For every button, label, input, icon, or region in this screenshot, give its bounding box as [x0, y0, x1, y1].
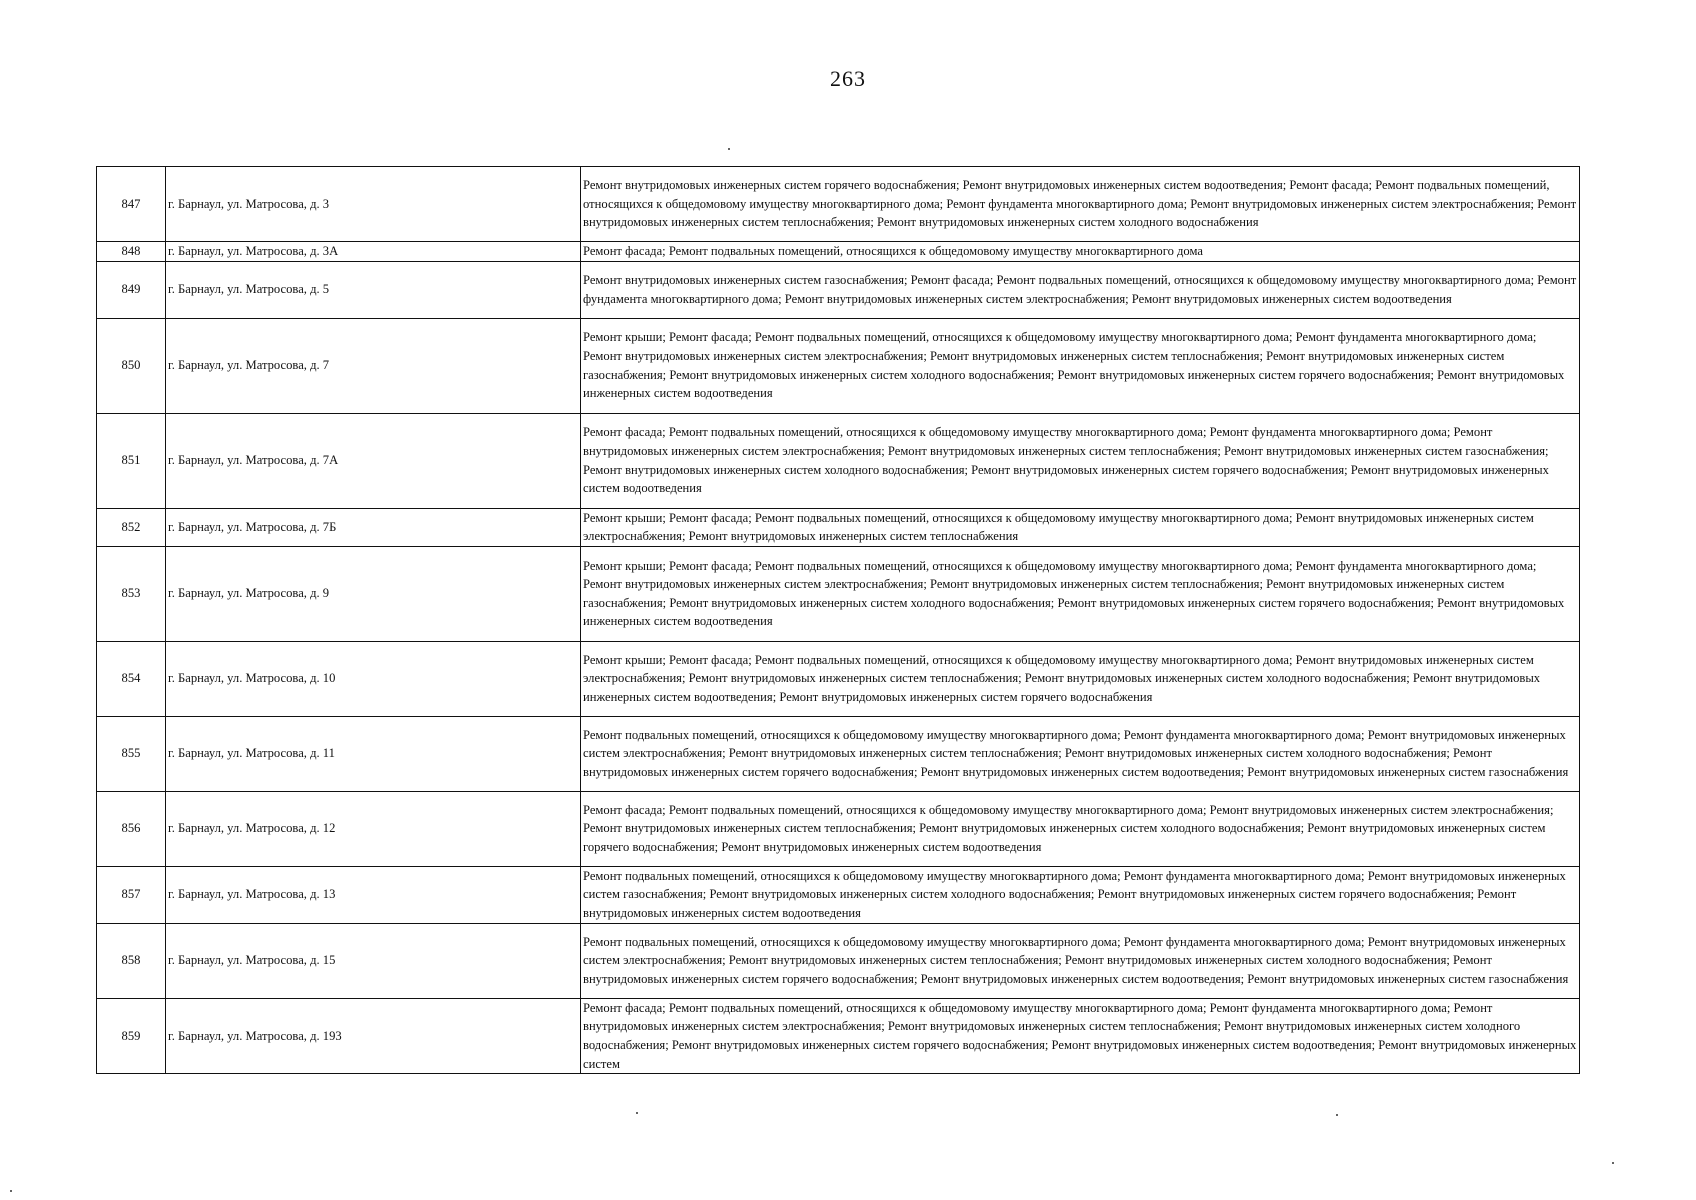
row-address: г. Барнаул, ул. Матросова, д. 7А — [166, 413, 581, 508]
row-works: Ремонт крыши; Ремонт фасада; Ремонт подвальных помещений, относящихся к общедомовому имуществу многоквартирного дома; Ремонт внутридомовых инженерных систем электроснабжения; Ремонт внутридомовых инженерных систем теплоснабжения — [581, 508, 1580, 546]
row-number: 855 — [97, 716, 166, 791]
table-row — [97, 242, 1580, 262]
register-body — [97, 167, 1580, 1074]
row-address: г. Барнаул, ул. Матросова, д. 12 — [166, 791, 581, 866]
row-number: 848 — [97, 242, 166, 262]
row-address: г. Барнаул, ул. Матросова, д. 7 — [166, 318, 581, 413]
row-number: 853 — [97, 546, 166, 641]
table-row — [97, 318, 1580, 413]
scan-speck — [728, 148, 730, 150]
row-number: 849 — [97, 261, 166, 318]
table-row — [97, 261, 1580, 318]
page-number: 263 — [830, 66, 866, 91]
row-address: г. Барнаул, ул. Матросова, д. 13 — [166, 866, 581, 923]
table-row — [97, 641, 1580, 716]
row-number: 851 — [97, 413, 166, 508]
scan-speck — [636, 1112, 638, 1114]
row-number: 857 — [97, 866, 166, 923]
row-number: 859 — [97, 998, 166, 1073]
scan-speck — [10, 1190, 12, 1192]
row-address: г. Барнаул, ул. Матросова, д. 10 — [166, 641, 581, 716]
row-works: Ремонт фасада; Ремонт подвальных помещений, относящихся к общедомовому имуществу многоквартирного дома — [581, 242, 1580, 262]
table-row — [97, 167, 1580, 242]
row-address: г. Барнаул, ул. Матросова, д. 193 — [166, 998, 581, 1073]
row-number: 852 — [97, 508, 166, 546]
row-address: г. Барнаул, ул. Матросова, д. 3 — [166, 167, 581, 242]
row-number: 854 — [97, 641, 166, 716]
scan-speck — [1336, 1114, 1338, 1116]
row-number: 858 — [97, 923, 166, 998]
row-address: г. Барнаул, ул. Матросова, д. 3А — [166, 242, 581, 262]
row-address: г. Барнаул, ул. Матросова, д. 9 — [166, 546, 581, 641]
table-row — [97, 413, 1580, 508]
row-number: 847 — [97, 167, 166, 242]
table-row — [97, 791, 1580, 866]
row-works: Ремонт фасада; Ремонт подвальных помещений, относящихся к общедомовому имуществу многоквартирного дома; Ремонт внутридомовых инженерных систем электроснабжения; Ремонт внутридомовых инженерных систем теплоснабжения; Ремонт внутридомовых инженерных систем холодного водоснабжения; Ремонт внутридомовых инженерных систем горячего водоснабжения; Ремонт внутридомовых инженерных систем водоотведения — [581, 791, 1580, 866]
row-address: г. Барнаул, ул. Матросова, д. 15 — [166, 923, 581, 998]
row-works: Ремонт внутридомовых инженерных систем горячего водоснабжения; Ремонт внутридомовых инженерных систем водоотведения; Ремонт фасада; Ремонт подвальных помещений, относящихся к общедомовому имуществу многоквартирного дома; Ремонт фундамента многоквартирного дома; Ремонт внутридомовых инженерных систем электроснабжения; Ремонт внутридомовых инженерных систем теплоснабжения; Ремонт внутридомовых инженерных систем холодного водоснабжения — [581, 167, 1580, 242]
row-address: г. Барнаул, ул. Матросова, д. 7Б — [166, 508, 581, 546]
row-works: Ремонт фасада; Ремонт подвальных помещений, относящихся к общедомовому имуществу многоквартирного дома; Ремонт фундамента многоквартирного дома; Ремонт внутридомовых инженерных систем электроснабжения; Ремонт внутридомовых инженерных систем теплоснабжения; Ремонт внутридомовых инженерных систем газоснабжения; Ремонт внутридомовых инженерных систем холодного водоснабжения; Ремонт внутридомовых инженерных систем горячего водоснабжения; Ремонт внутридомовых инженерных систем водоотведения — [581, 413, 1580, 508]
row-works: Ремонт подвальных помещений, относящихся к общедомовому имуществу многоквартирного дома; Ремонт фундамента многоквартирного дома; Ремонт внутридомовых инженерных систем электроснабжения; Ремонт внутридомовых инженерных систем теплоснабжения; Ремонт внутридомовых инженерных систем холодного водоснабжения; Ремонт внутридомовых инженерных систем горячего водоснабжения; Ремонт внутридомовых инженерных систем водоотведения; Ремонт внутридомовых инженерных систем газоснабжения — [581, 716, 1580, 791]
table-row — [97, 998, 1580, 1073]
row-works: Ремонт крыши; Ремонт фасада; Ремонт подвальных помещений, относящихся к общедомовому имуществу многоквартирного дома; Ремонт фундамента многоквартирного дома; Ремонт внутридомовых инженерных систем электроснабжения; Ремонт внутридомовых инженерных систем теплоснабжения; Ремонт внутридомовых инженерных систем газоснабжения; Ремонт внутридомовых инженерных систем холодного водоснабжения; Ремонт внутридомовых инженерных систем горячего водоснабжения; Ремонт внутридомовых инженерных систем водоотведения — [581, 318, 1580, 413]
row-address: г. Барнаул, ул. Матросова, д. 5 — [166, 261, 581, 318]
row-works: Ремонт фасада; Ремонт подвальных помещений, относящихся к общедомовому имуществу многоквартирного дома; Ремонт фундамента многоквартирного дома; Ремонт внутридомовых инженерных систем электроснабжения; Ремонт внутридомовых инженерных систем теплоснабжения; Ремонт внутридомовых инженерных систем холодного водоснабжения; Ремонт внутридомовых инженерных систем горячего водоснабжения; Ремонт внутридомовых инженерных систем водоотведения; Ремонт внутридомовых инженерных систем — [581, 998, 1580, 1073]
row-address: г. Барнаул, ул. Матросова, д. 11 — [166, 716, 581, 791]
row-works: Ремонт крыши; Ремонт фасада; Ремонт подвальных помещений, относящихся к общедомовому имуществу многоквартирного дома; Ремонт фундамента многоквартирного дома; Ремонт внутридомовых инженерных систем электроснабжения; Ремонт внутридомовых инженерных систем теплоснабжения; Ремонт внутридомовых инженерных систем газоснабжения; Ремонт внутридомовых инженерных систем холодного водоснабжения; Ремонт внутридомовых инженерных систем горячего водоснабжения; Ремонт внутридомовых инженерных систем водоотведения — [581, 546, 1580, 641]
row-works: Ремонт крыши; Ремонт фасада; Ремонт подвальных помещений, относящихся к общедомовому имуществу многоквартирного дома; Ремонт внутридомовых инженерных систем электроснабжения; Ремонт внутридомовых инженерных систем теплоснабжения; Ремонт внутридомовых инженерных систем холодного водоснабжения; Ремонт внутридомовых инженерных систем водоотведения; Ремонт внутридомовых инженерных систем горячего водоснабжения — [581, 641, 1580, 716]
table-row — [97, 866, 1580, 923]
repair-register-table — [96, 166, 1580, 1074]
row-number: 850 — [97, 318, 166, 413]
row-works: Ремонт подвальных помещений, относящихся к общедомовому имуществу многоквартирного дома; Ремонт фундамента многоквартирного дома; Ремонт внутридомовых инженерных систем электроснабжения; Ремонт внутридомовых инженерных систем теплоснабжения; Ремонт внутридомовых инженерных систем холодного водоснабжения; Ремонт внутридомовых инженерных систем горячего водоснабжения; Ремонт внутридомовых инженерных систем водоотведения; Ремонт внутридомовых инженерных систем газоснабжения — [581, 923, 1580, 998]
row-works: Ремонт подвальных помещений, относящихся к общедомовому имуществу многоквартирного дома; Ремонт фундамента многоквартирного дома; Ремонт внутридомовых инженерных систем газоснабжения; Ремонт внутридомовых инженерных систем холодного водоснабжения; Ремонт внутридомовых инженерных систем горячего водоснабжения; Ремонт внутридомовых инженерных систем водоотведения — [581, 866, 1580, 923]
row-number: 856 — [97, 791, 166, 866]
row-works: Ремонт внутридомовых инженерных систем газоснабжения; Ремонт фасада; Ремонт подвальных помещений, относящихся к общедомовому имуществу многоквартирного дома; Ремонт фундамента многоквартирного дома; Ремонт внутридомовых инженерных систем электроснабжения; Ремонт внутридомовых инженерных систем водоотведения — [581, 261, 1580, 318]
table-row — [97, 923, 1580, 998]
table-row — [97, 508, 1580, 546]
table-row — [97, 716, 1580, 791]
scan-speck — [1612, 1162, 1614, 1164]
table-row — [97, 546, 1580, 641]
